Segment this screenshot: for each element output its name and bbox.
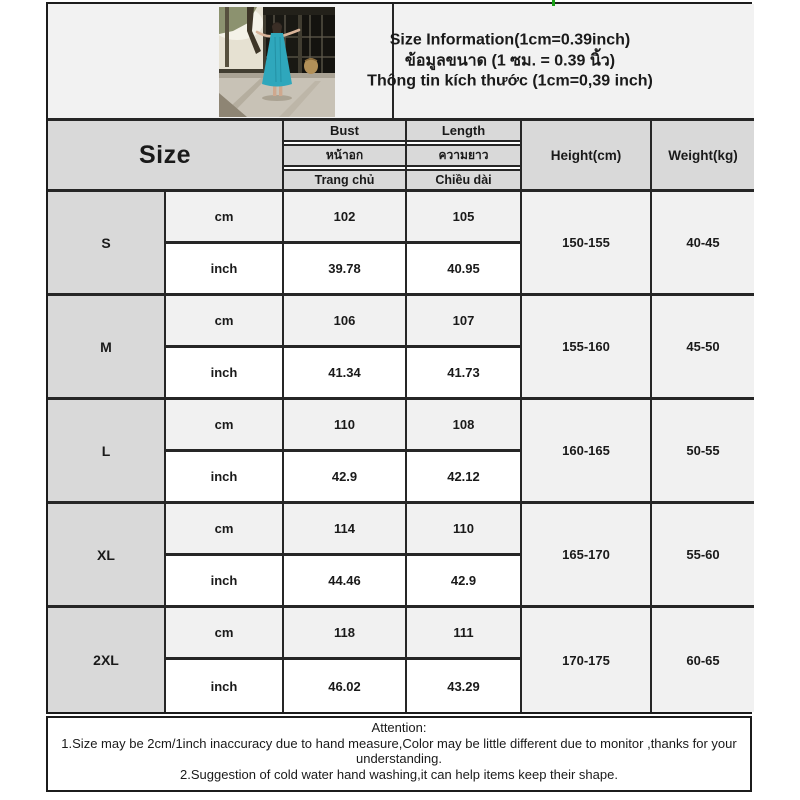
weight-l: 50-55 [652, 400, 754, 504]
bust-inch-l: 42.9 [284, 452, 407, 504]
bust-cm-2xl: 118 [284, 608, 407, 660]
header-bust [284, 121, 407, 192]
attention-note-1: 1.Size may be 2cm/1inch inaccuracy due to hand measure,Color may be little different due to monitor ,thanks for your understanding. [61, 735, 737, 767]
green-tick-mark [552, 0, 555, 6]
header-length-en: Length [407, 121, 520, 142]
attention-note-2: 2.Suggestion of cold water hand washing,it can help items keep their shape. [180, 766, 618, 782]
length-cm-l: 108 [407, 400, 522, 452]
height-s: 150-155 [522, 192, 652, 296]
unit-cm-2xl: cm [166, 608, 284, 660]
bust-cm-s: 102 [284, 192, 407, 244]
unit-inch-l: inch [166, 452, 284, 504]
size-label-m: M [48, 296, 166, 400]
unit-cm-m: cm [166, 296, 284, 348]
weight-xl: 55-60 [652, 504, 754, 608]
bust-inch-m: 41.34 [284, 348, 407, 400]
length-cm-2xl: 111 [407, 608, 522, 660]
height-m: 155-160 [522, 296, 652, 400]
size-table [46, 2, 752, 714]
bust-inch-xl: 44.46 [284, 556, 407, 608]
header-bust-th: หน้าอก [284, 144, 405, 167]
bust-cm-m: 106 [284, 296, 407, 348]
header-bust-vi: Trang chủ [284, 169, 405, 190]
header-length [407, 121, 522, 192]
weight-s: 40-45 [652, 192, 754, 296]
size-label-2xl: 2XL [48, 608, 166, 712]
unit-inch-m: inch [166, 348, 284, 400]
title-thai: ข้อมูลขนาด (1 ซม. = 0.39 นิ้ว) [404, 51, 616, 69]
length-inch-s: 40.95 [407, 244, 522, 296]
length-inch-l: 42.12 [407, 452, 522, 504]
header-bust-en: Bust [284, 121, 405, 142]
title-band [48, 4, 754, 121]
bust-cm-xl: 114 [284, 504, 407, 556]
bust-inch-s: 39.78 [284, 244, 407, 296]
length-cm-s: 105 [407, 192, 522, 244]
unit-inch-xl: inch [166, 556, 284, 608]
header-height: Height(cm) [522, 121, 652, 192]
attention-box [46, 716, 752, 792]
weight-m: 45-50 [652, 296, 754, 400]
length-inch-xl: 42.9 [407, 556, 522, 608]
length-cm-m: 107 [407, 296, 522, 348]
height-2xl: 170-175 [522, 608, 652, 712]
size-label-xl: XL [48, 504, 166, 608]
size-label-l: L [48, 400, 166, 504]
header-weight: Weight(kg) [652, 121, 754, 192]
unit-cm-s: cm [166, 192, 284, 244]
unit-inch-2xl: inch [166, 660, 284, 712]
header-length-th: ความยาว [407, 144, 520, 167]
bust-cm-l: 110 [284, 400, 407, 452]
unit-cm-l: cm [166, 400, 284, 452]
size-info-title [367, 30, 653, 92]
height-xl: 165-170 [522, 504, 652, 608]
bust-inch-2xl: 46.02 [284, 660, 407, 712]
product-photo [219, 7, 335, 117]
title-english: Size Information(1cm=0.39inch) [389, 31, 631, 49]
length-inch-m: 41.73 [407, 348, 522, 400]
attention-heading: Attention: [371, 720, 427, 735]
weight-2xl: 60-65 [652, 608, 754, 712]
length-cm-xl: 110 [407, 504, 522, 556]
length-inch-2xl: 43.29 [407, 660, 522, 712]
title-vietnamese: Thông tin kích thước (1cm=0,39 inch) [367, 72, 653, 90]
unit-cm-xl: cm [166, 504, 284, 556]
size-label-s: S [48, 192, 166, 296]
unit-inch-s: inch [166, 244, 284, 296]
height-l: 160-165 [522, 400, 652, 504]
header-length-vi: Chiều dài [407, 169, 520, 190]
header-size: Size [48, 121, 284, 192]
